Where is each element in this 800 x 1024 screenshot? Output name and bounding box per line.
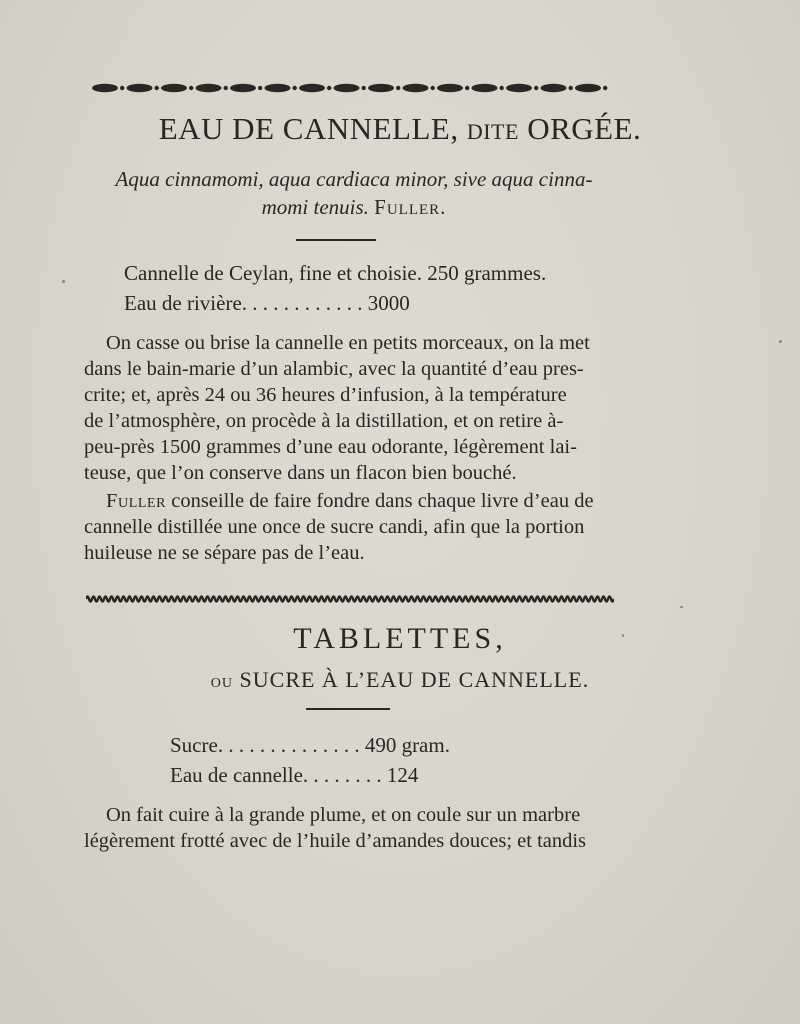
author-name: Fuller. [374, 195, 447, 219]
text-line: teuse, que l’on conserve dans un flacon bien bouché. [84, 462, 517, 484]
ornament-link [299, 84, 325, 92]
paragraph-1 [84, 330, 614, 486]
ornament-bead [603, 86, 607, 90]
ornament-bead [155, 86, 159, 90]
ingredient-line: Cannelle de Ceylan, fine et choisie. 250 grammes. [124, 261, 547, 285]
ingredient-line: Eau de rivière. . . . . . . . . . . . 3000 [124, 291, 410, 315]
title-small: dite [466, 111, 519, 146]
ingredient-line: Sucre. . . . . . . . . . . . . . 490 gram. [170, 733, 450, 757]
ornament-bead [431, 86, 435, 90]
ornament-link [368, 84, 394, 92]
ornament-link [437, 84, 463, 92]
ingredient-line: Eau de cannelle. . . . . . . . 124 [170, 763, 419, 787]
ornament-link [265, 84, 291, 92]
text-line: de l’atmosphère, on procède à la distillation, et on retire à- [84, 410, 564, 432]
ornament-bead [224, 86, 228, 90]
ornament-link [334, 84, 360, 92]
text-line: On casse ou brise la cannelle en petits morceaux, on la met [106, 332, 590, 354]
paper-speck [779, 340, 782, 343]
ornament-bead [569, 86, 573, 90]
ornament-bead [293, 86, 297, 90]
decorative-ornament-top [88, 80, 608, 96]
page-title [0, 113, 800, 144]
wave-line [86, 597, 614, 602]
ornament-bead [327, 86, 331, 90]
ornament-bead [534, 86, 538, 90]
ornament-bead [465, 86, 469, 90]
ornament-link [506, 84, 532, 92]
ornament-bead [189, 86, 193, 90]
text-line: cannelle distillée une once de sucre candi, afin que la portion [84, 516, 585, 538]
divider-rule [306, 708, 390, 710]
ornament-bead [120, 86, 124, 90]
decorative-ornament-divider [86, 592, 614, 606]
ornament-bead [500, 86, 504, 90]
ornament-link [230, 84, 256, 92]
text-line: crite; et, après 24 ou 36 heures d’infusion, à la température [84, 384, 567, 406]
latin-subtitle [84, 165, 624, 221]
ornament-link [161, 84, 187, 92]
title-end: ORGÉE. [527, 111, 642, 146]
divider-rule [296, 239, 376, 241]
text-line: conseille de faire fondre dans chaque livre d’eau de [166, 490, 594, 512]
ornament-link [403, 84, 429, 92]
ornament-bead [258, 86, 262, 90]
latin-line-2: momi tenuis. [261, 195, 369, 219]
ornament-link [541, 84, 567, 92]
text-line: On fait cuire à la grande plume, et on coule sur un marbre [106, 804, 581, 826]
text-line: peu-près 1500 grammes d’une eau odorante, légèrement lai- [84, 436, 577, 458]
subtitle-rest: SUCRE À L’EAU DE CANNELLE. [239, 667, 590, 692]
paragraph-3 [84, 802, 614, 854]
text-line: dans le bain-marie d’un alambic, avec la quantité d’eau pres- [84, 358, 584, 380]
paper-speck [680, 606, 683, 608]
author-reference: Fuller [106, 490, 167, 512]
ornament-bead [362, 86, 366, 90]
title-main: EAU DE CANNELLE, [158, 111, 459, 146]
ornament-bead [396, 86, 400, 90]
ornament-link [92, 84, 118, 92]
ornament-link [472, 84, 498, 92]
paper-speck [622, 634, 624, 637]
ornament-link [575, 84, 601, 92]
latin-line-1: Aqua cinnamomi, aqua cardiaca minor, sive aqua cinna- [115, 167, 593, 191]
ornament-link [196, 84, 222, 92]
section-title: TABLETTES, [293, 622, 507, 655]
text-line: huileuse ne se sépare pas de l’eau. [84, 542, 365, 564]
text-line: légèrement frotté avec de l’huile d’amandes douces; et tandis [84, 830, 587, 852]
paragraph-2 [84, 488, 614, 566]
paper-speck [62, 280, 65, 283]
subtitle-ou: ou [210, 670, 234, 692]
ornament-link [127, 84, 153, 92]
section-subtitle [0, 667, 800, 693]
